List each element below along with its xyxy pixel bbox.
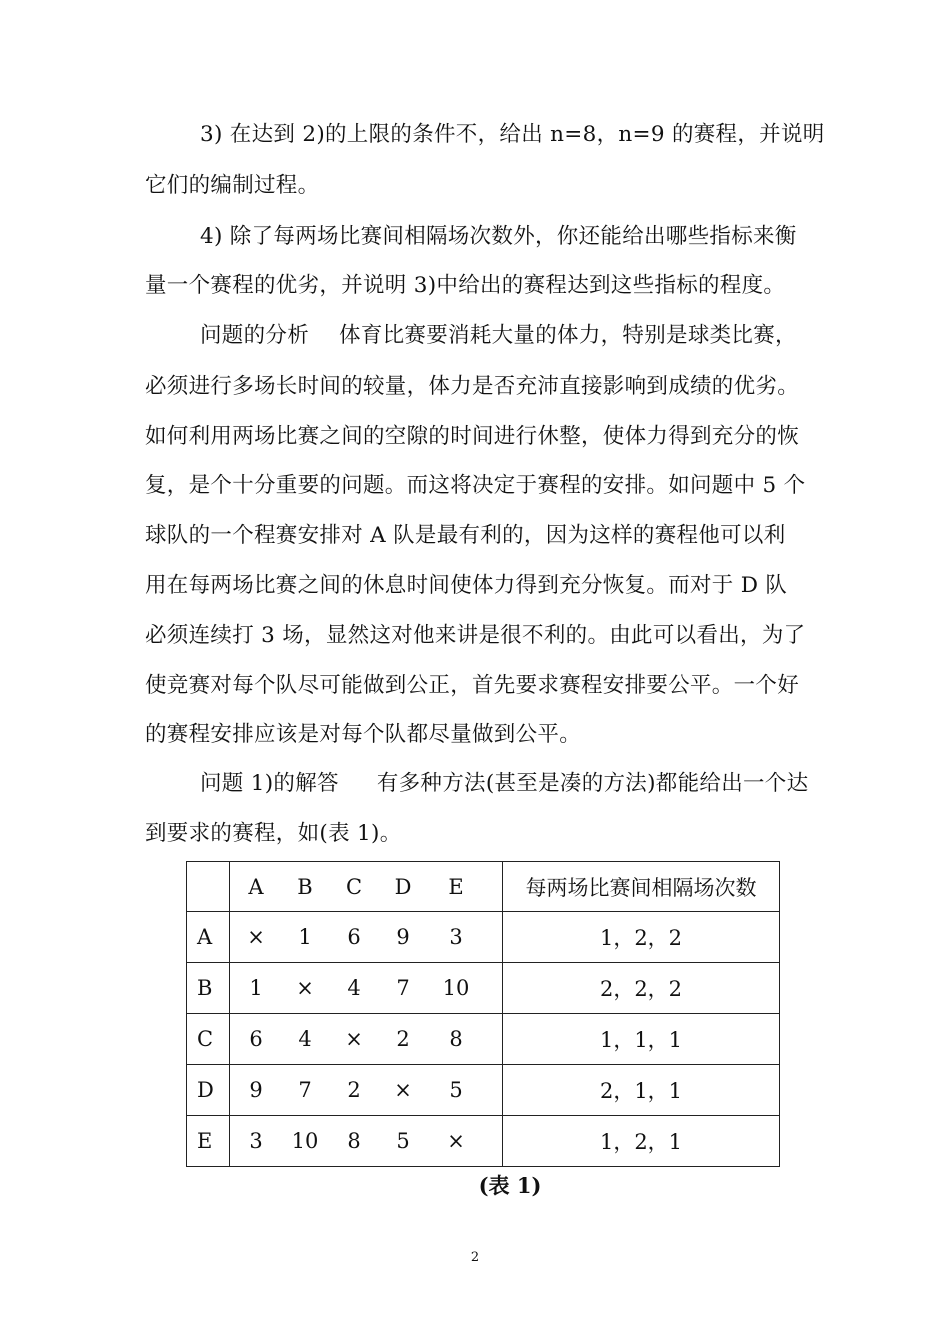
paragraph-4-line-1: 4) 除了每两场比赛间相隔场次数外，你还能给出哪些指标来衡 (200, 224, 797, 249)
schedule-cell: 6 (347, 925, 361, 949)
analysis-line-5: 球队的一个程赛安排对 A 队是最有利的，因为这样的赛程他可以利 (145, 523, 786, 548)
analysis-line-7: 必须连续打 3 场，显然这对他来讲是很不利的。由此可以看出，为了 (145, 623, 806, 648)
analysis-title: 问题的分析 (200, 323, 310, 348)
schedule-cell: × (447, 1129, 465, 1153)
schedule-cell: 2 (396, 1027, 410, 1051)
schedule-cell: 4 (347, 976, 361, 1000)
analysis-text-1: 体育比赛要消耗大量的体力，特别是球类比赛， (339, 323, 797, 348)
table-team-header (230, 862, 503, 912)
schedule-cell: 10 (442, 976, 470, 1000)
solution-line-2: 到要求的赛程，如(表 1)。 (145, 821, 402, 846)
paragraph-3-line-2: 它们的编制过程。 (145, 173, 320, 198)
paragraph-4-line-2: 量一个赛程的优劣，并说明 3)中给出的赛程达到这些指标的程度。 (145, 273, 786, 298)
schedule-cell: 6 (249, 1027, 263, 1051)
analysis-line-9: 的赛程安排应该是对每个队都尽量做到公平。 (145, 722, 582, 747)
analysis-line-4: 复，是个十分重要的问题。而这将决定于赛程的安排。如问题中 5 个 (145, 473, 806, 498)
row-team-label: C (187, 1014, 230, 1065)
schedule-cell: 1 (298, 925, 312, 949)
schedule-cell: × (296, 976, 314, 1000)
schedule-cell: × (345, 1027, 363, 1051)
column-header: C (345, 874, 363, 899)
row-team-label: A (187, 912, 230, 963)
analysis-line-8: 使竞赛对每个队尽可能做到公正，首先要求赛程安排要公平。一个好 (145, 673, 800, 698)
gap-header: 每两场比赛间相隔场次数 (503, 862, 780, 912)
analysis-line-3: 如何利用两场比赛之间的空隙的时间进行休整，使体力得到充分的恢 (145, 424, 800, 449)
schedule-cell: 5 (396, 1129, 410, 1153)
table-header-row (187, 862, 780, 912)
column-header: B (297, 874, 313, 899)
table-row (187, 1116, 780, 1167)
solution-title: 问题 1)的解答 (200, 771, 339, 796)
row-team-label: D (187, 1065, 230, 1116)
schedule-cell: 8 (449, 1027, 463, 1051)
column-header: A (248, 874, 264, 899)
table-row (187, 1065, 780, 1116)
schedule-cell: 9 (249, 1078, 263, 1102)
column-header: D (394, 874, 412, 899)
schedule-cell: × (247, 925, 265, 949)
gap-cell: 2，2，2 (503, 963, 780, 1014)
schedule-cell: 1 (249, 976, 263, 1000)
table-row (187, 1014, 780, 1065)
row-team-label: E (187, 1116, 230, 1167)
solution-line-1 (200, 769, 810, 799)
column-header: E (448, 874, 464, 899)
table-row (187, 912, 780, 963)
table-row (187, 963, 780, 1014)
schedule-cell: 2 (347, 1078, 361, 1102)
schedule-cell: 7 (298, 1078, 312, 1102)
table-corner-cell (187, 862, 230, 912)
schedule-table (186, 861, 780, 1167)
schedule-cell: 3 (249, 1129, 263, 1153)
table-caption: (表 1) (478, 1173, 542, 1198)
schedule-cell: 9 (396, 925, 410, 949)
schedule-cell: 3 (449, 925, 463, 949)
gap-cell: 1，2，1 (503, 1116, 780, 1167)
schedule-cell: 8 (347, 1129, 361, 1153)
row-team-label: B (187, 963, 230, 1014)
schedule-cell: × (394, 1078, 412, 1102)
solution-text-1: 有多种方法(甚至是凑的方法)都能给出一个达 (376, 771, 809, 796)
schedule-cell: 4 (298, 1027, 312, 1051)
gap-cell: 1，2，2 (503, 912, 780, 963)
analysis-line-2: 必须进行多场长时间的较量，体力是否充沛直接影响到成绩的优劣。 (145, 374, 800, 399)
schedule-cell: 10 (291, 1129, 319, 1153)
paragraph-3-line-1: 3) 在达到 2)的上限的条件不，给出 n=8，n=9 的赛程，并说明 (200, 122, 825, 147)
schedule-cell: 5 (449, 1078, 463, 1102)
gap-cell: 1，1，1 (503, 1014, 780, 1065)
page-number: 2 (470, 1250, 480, 1265)
analysis-line-6: 用在每两场比赛之间的休息时间使体力得到充分恢复。而对于 D 队 (145, 573, 788, 598)
schedule-cell: 7 (396, 976, 410, 1000)
analysis-line-1 (200, 321, 810, 351)
gap-cell: 2，1，1 (503, 1065, 780, 1116)
